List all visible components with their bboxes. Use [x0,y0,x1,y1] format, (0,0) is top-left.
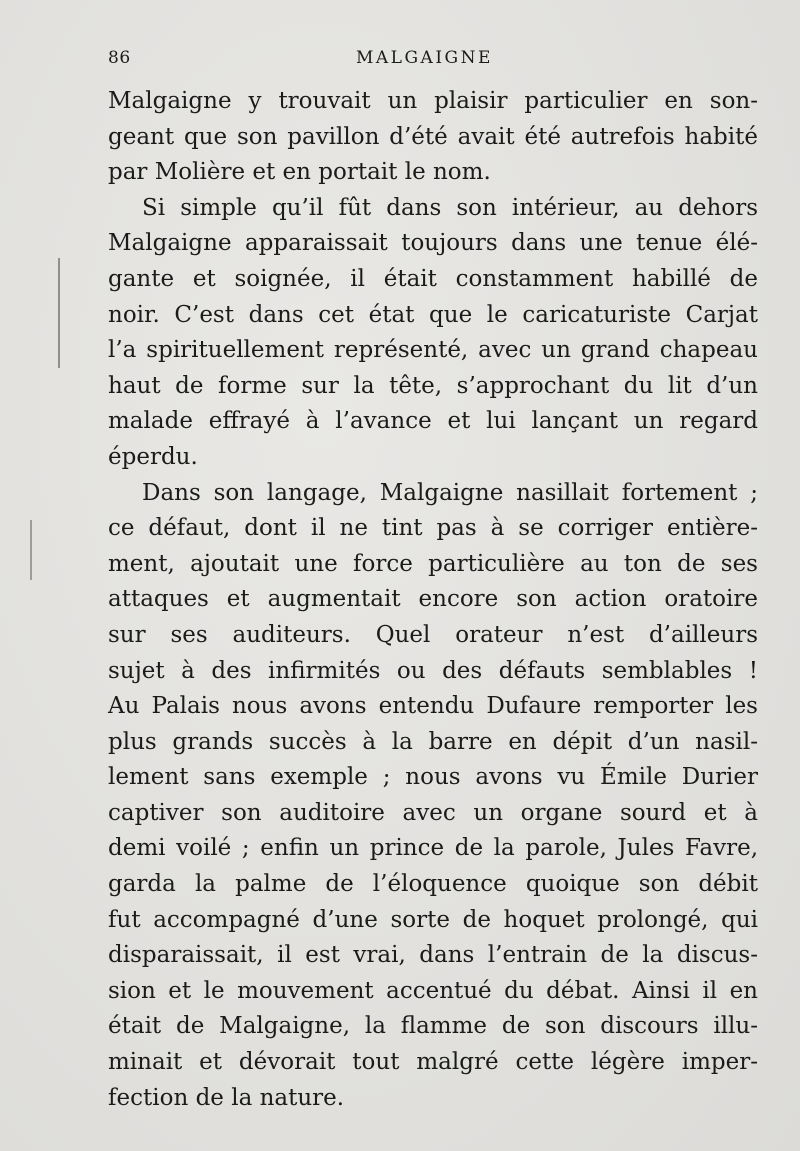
text-line: captiver son auditoire avec un organe sourd et à [108,799,758,826]
text-line: malade effrayé à l’avance et lui lançant un regard [108,408,758,435]
page-header [108,48,768,78]
text-line: était de Malgaigne, la flamme de son discours illu- [108,1013,758,1040]
body-text [108,84,758,1116]
text-line: ce défaut, dont il ne tint pas à se corriger entière- [108,515,758,542]
text-line: sujet à des infirmités ou des défauts semblables ! [108,657,758,684]
text-line: geant que son pavillon d’été avait été autrefois habité [108,123,758,150]
margin-mark [58,258,60,368]
page-number: 86 [108,48,131,68]
text-line: disparaissait, il est vrai, dans l’entrain de la discus- [108,942,758,969]
text-line: plus grands succès à la barre en dépit d’un nasil- [108,728,758,755]
running-head: MALGAIGNE [356,48,493,68]
margin-mark [30,520,32,580]
text-line: sur ses auditeurs. Quel orateur n’est d’ailleurs [108,621,758,648]
text-line: Au Palais nous avons entendu Dufaure remporter les [108,693,758,720]
text-line: Si simple qu’il fût dans son intérieur, au dehors [142,194,758,221]
text-line: ment, ajoutait une force particulière au ton de ses [108,550,758,577]
text-line: Malgaigne apparaissait toujours dans une tenue élé- [108,230,758,257]
text-line: attaques et augmentait encore son action oratoire [108,586,758,613]
text-line: sion et le mouvement accentué du débat. Ainsi il en [108,977,758,1004]
text-line: l’a spirituellement représenté, avec un grand chapeau [108,337,758,364]
text-line: lement sans exemple ; nous avons vu Émile Durier [108,764,758,791]
text-line: Dans son langage, Malgaigne nasillait fortement ; [142,479,758,506]
text-line: fut accompagné d’une sorte de hoquet prolongé, qui [108,906,758,933]
text-line: par Molière et en portait le nom. [108,159,491,186]
text-line: noir. C’est dans cet état que le caricaturiste Carjat [108,301,758,328]
text-line: gante et soignée, il était constamment habillé de [108,265,758,292]
text-line: demi voilé ; enfin un prince de la parole, Jules Favre, [108,835,758,862]
text-line: garda la palme de l’éloquence quoique son débit [108,871,758,898]
text-line: Malgaigne y trouvait un plaisir particulier en son- [108,88,758,114]
text-line: minait et dévorait tout malgré cette légère imper- [108,1049,758,1076]
text-line: fection de la nature. [108,1084,345,1111]
text-line: haut de forme sur la tête, s’approchant du lit d’un [108,372,758,399]
text-line: éperdu. [108,443,198,470]
